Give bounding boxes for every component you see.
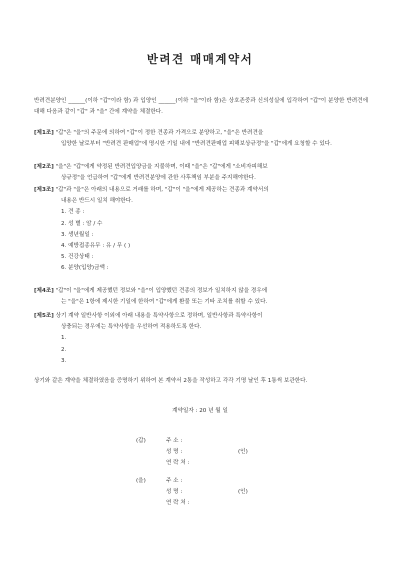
item-breed: 1. 견 종 : — [61, 209, 85, 216]
party-gap-final-label: (갑) — [136, 438, 146, 444]
article-5-cont: 상충되는 경우에는 특약사항을 우선하여 적용하도록 한다. — [61, 324, 202, 331]
article-5-head: [제5조] — [34, 313, 54, 319]
party-gap-final-name: 성 명 : — [166, 449, 183, 456]
intro-paragraph: 반려견분양인 ______(이하 "갑"이라 함) 과 입양인 ______(이하 "을"이라 함)은 상호존중과 신의성실에 입각하여 "갑"이 분양한 반려견에 대해 다음과 같이 "갑" 과 "을" 간에 계약을 체결한다. — [34, 98, 368, 116]
article-1-head: [제1조] — [34, 130, 54, 136]
article-4-head: [제4조] — [34, 288, 54, 294]
article-5-text: 상기 계약 일반사항 이외에 아래 내용을 특약사항으로 정하며, 일반사항과 특약사항이 — [55, 313, 263, 319]
article-4-cont: 는 "을"은 1항에 제시한 기일에 한하여 "갑"에게 환불 또는 기타 조치를 취할 수 있다. — [61, 299, 268, 306]
party-eul-contact-row — [136, 498, 248, 509]
special-term-1: 1. — [61, 335, 67, 342]
party-gap-final-name-row — [136, 447, 248, 458]
article-2-head: [제2조] — [34, 164, 54, 170]
party-gap-final-seal: (인) — [238, 449, 248, 456]
article-3-head: [제3조] — [34, 187, 54, 193]
article-3-items — [34, 207, 368, 274]
item-sex: 2. 성 별 : 암 / 수 — [61, 220, 103, 227]
article-3-cont: 내용은 반드시 일치 해야한다. — [61, 198, 133, 205]
special-term-2: 2. — [61, 346, 67, 353]
article-1 — [34, 128, 368, 150]
special-term-3: 3. — [61, 357, 67, 364]
article-1-text: "갑"은 "을"의 주문에 의하여 "갑"이 정한 견종과 가격으로 분양하고, "을"은 반려견을 — [55, 130, 264, 136]
article-4 — [34, 286, 368, 308]
article-3 — [34, 185, 368, 275]
document-title: 반려견 매매계약서 — [146, 52, 254, 66]
party-eul-seal: (인) — [238, 489, 248, 496]
party-eul-contact: 연 락 처 : — [166, 500, 190, 507]
article-5 — [34, 311, 368, 367]
article-4-text: "갑"이 "을"에게 제공했던 정보와 "을"이 입양했던 견종의 정보가 일치하지 않을 경우에 — [55, 288, 268, 294]
party-eul — [136, 476, 248, 510]
item-price: 6. 분양(입양)금액 : — [61, 265, 109, 272]
article-2-text: "을"은 "갑"에게 약정된 반려견입양금을 지불하며, 이때 "을"은 "갑"에게 "소비자피해보 — [55, 164, 268, 170]
article-2-cont: 상규정"을 언급하여 "갑"에게 반려견분양에 관한 사후책임 부분을 주지해야한다. — [61, 175, 256, 182]
closing-paragraph: 상기와 같은 계약을 체결하였음을 증명하기 위하여 본 계약서 2통을 작성하고 각각 기명 날인 후 1통씩 보관한다. — [34, 378, 308, 384]
contract-date: 계약일자 : 20 년 월 일 — [172, 408, 228, 414]
party-eul-name: 성 명 : — [166, 489, 183, 496]
party-eul-addr: 주 소 : — [166, 478, 183, 484]
party-gap-final-contact: 연 락 처 : — [166, 460, 190, 467]
article-1-cont: 입양한 날로부터 "반려견 판매업"에 명시한 기일 내에 "반려견판매업 피해보상규정"을 "갑"에게 요청할 수 있다. — [61, 141, 332, 148]
item-birthdate: 3. 생년월일 : — [61, 231, 94, 238]
party-gap-final — [136, 436, 248, 470]
article-5-items — [34, 333, 368, 367]
item-health: 5. 건강상태 : — [61, 254, 94, 261]
article-2 — [34, 162, 368, 184]
party-gap-final-contact-row — [136, 458, 248, 469]
party-eul-addr-row — [136, 476, 248, 487]
item-vaccination: 4. 예방접종유무 : 유 / 무 ( ) — [61, 242, 131, 249]
party-gap-final-addr-row — [136, 436, 248, 447]
article-3-text: "갑"과 "을"은 아래의 내용으로 거래를 하며, "갑"이 "을"에게 제공하는 견종과 계약서의 — [55, 187, 269, 193]
party-eul-label: (을) — [136, 478, 146, 484]
party-eul-name-row — [136, 487, 248, 498]
party-gap-final-addr: 주 소 : — [166, 438, 183, 444]
